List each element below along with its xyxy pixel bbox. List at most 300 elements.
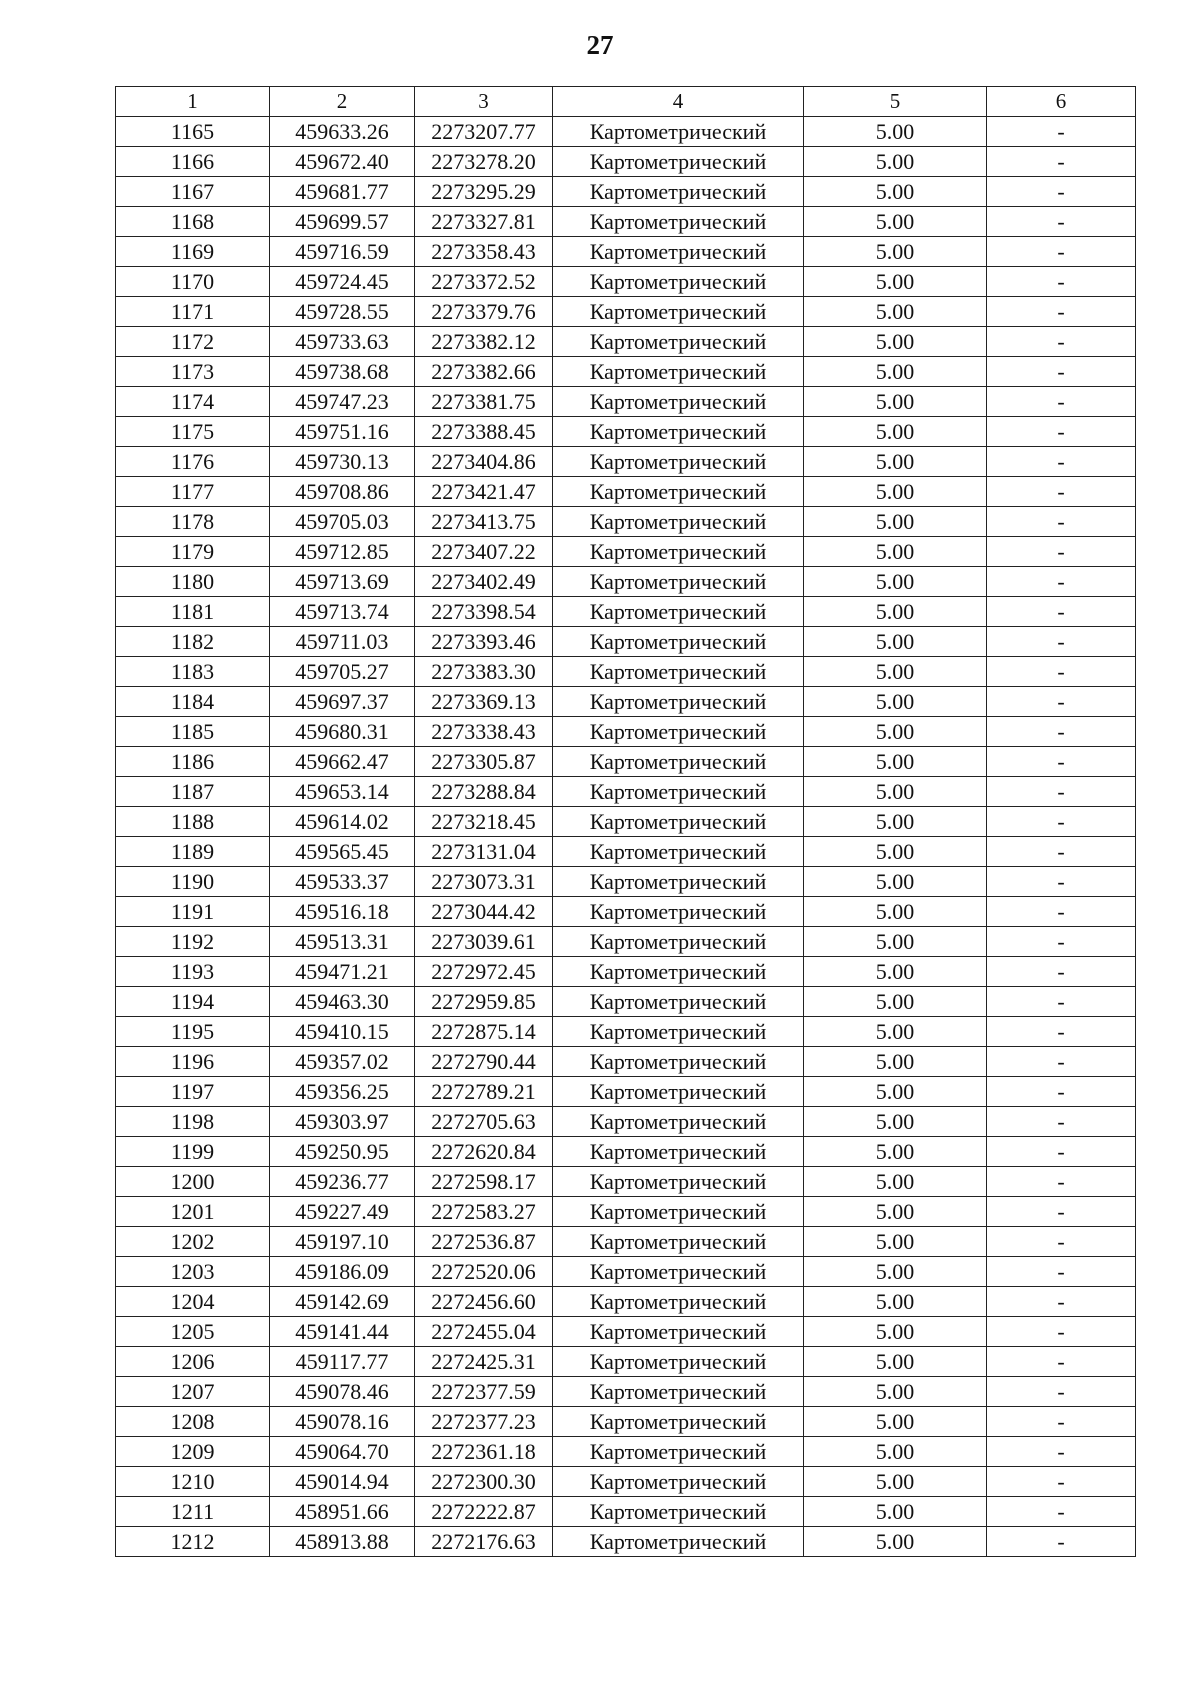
method-cell: Картометрический xyxy=(553,597,804,627)
table-row xyxy=(116,1107,1136,1137)
table-row xyxy=(116,507,1136,537)
accuracy-cell: 5.00 xyxy=(804,147,987,177)
description-cell: - xyxy=(987,267,1136,297)
y-coordinate-cell: 2273278.20 xyxy=(415,147,553,177)
table-row xyxy=(116,837,1136,867)
x-coordinate-cell: 459713.74 xyxy=(270,597,415,627)
table-body xyxy=(116,117,1136,1557)
x-coordinate-cell: 459653.14 xyxy=(270,777,415,807)
table-row xyxy=(116,597,1136,627)
x-coordinate-cell: 459681.77 xyxy=(270,177,415,207)
point-number-cell: 1208 xyxy=(116,1407,270,1437)
description-cell: - xyxy=(987,987,1136,1017)
description-cell: - xyxy=(987,657,1136,687)
description-cell: - xyxy=(987,837,1136,867)
table-row xyxy=(116,1407,1136,1437)
accuracy-cell: 5.00 xyxy=(804,177,987,207)
x-coordinate-cell: 459186.09 xyxy=(270,1257,415,1287)
x-coordinate-cell: 459738.68 xyxy=(270,357,415,387)
point-number-cell: 1185 xyxy=(116,717,270,747)
y-coordinate-cell: 2273404.86 xyxy=(415,447,553,477)
method-cell: Картометрический xyxy=(553,297,804,327)
x-coordinate-cell: 459713.69 xyxy=(270,567,415,597)
y-coordinate-cell: 2272959.85 xyxy=(415,987,553,1017)
accuracy-cell: 5.00 xyxy=(804,807,987,837)
table-row xyxy=(116,327,1136,357)
accuracy-cell: 5.00 xyxy=(804,867,987,897)
method-cell: Картометрический xyxy=(553,897,804,927)
method-cell: Картометрический xyxy=(553,1287,804,1317)
point-number-cell: 1165 xyxy=(116,117,270,147)
method-cell: Картометрический xyxy=(553,957,804,987)
point-number-cell: 1211 xyxy=(116,1497,270,1527)
y-coordinate-cell: 2273039.61 xyxy=(415,927,553,957)
method-cell: Картометрический xyxy=(553,477,804,507)
x-coordinate-cell: 459672.40 xyxy=(270,147,415,177)
description-cell: - xyxy=(987,327,1136,357)
description-cell: - xyxy=(987,747,1136,777)
description-cell: - xyxy=(987,1497,1136,1527)
accuracy-cell: 5.00 xyxy=(804,1167,987,1197)
table-row xyxy=(116,1377,1136,1407)
x-coordinate-cell: 459662.47 xyxy=(270,747,415,777)
description-cell: - xyxy=(987,507,1136,537)
method-cell: Картометрический xyxy=(553,627,804,657)
method-cell: Картометрический xyxy=(553,1077,804,1107)
point-number-cell: 1198 xyxy=(116,1107,270,1137)
x-coordinate-cell: 459250.95 xyxy=(270,1137,415,1167)
table-row xyxy=(116,177,1136,207)
table-row xyxy=(116,1437,1136,1467)
y-coordinate-cell: 2273305.87 xyxy=(415,747,553,777)
description-cell: - xyxy=(987,1317,1136,1347)
x-coordinate-cell: 458913.88 xyxy=(270,1527,415,1557)
method-cell: Картометрический xyxy=(553,177,804,207)
method-cell: Картометрический xyxy=(553,1107,804,1137)
point-number-cell: 1178 xyxy=(116,507,270,537)
y-coordinate-cell: 2272377.23 xyxy=(415,1407,553,1437)
y-coordinate-cell: 2273379.76 xyxy=(415,297,553,327)
description-cell: - xyxy=(987,117,1136,147)
point-number-cell: 1184 xyxy=(116,687,270,717)
column-header-5: 5 xyxy=(804,87,987,117)
table-row xyxy=(116,957,1136,987)
table-row xyxy=(116,1227,1136,1257)
description-cell: - xyxy=(987,597,1136,627)
x-coordinate-cell: 459533.37 xyxy=(270,867,415,897)
x-coordinate-cell: 459236.77 xyxy=(270,1167,415,1197)
point-number-cell: 1182 xyxy=(116,627,270,657)
y-coordinate-cell: 2272598.17 xyxy=(415,1167,553,1197)
point-number-cell: 1210 xyxy=(116,1467,270,1497)
x-coordinate-cell: 459751.16 xyxy=(270,417,415,447)
description-cell: - xyxy=(987,1017,1136,1047)
method-cell: Картометрический xyxy=(553,987,804,1017)
description-cell: - xyxy=(987,1287,1136,1317)
y-coordinate-cell: 2272620.84 xyxy=(415,1137,553,1167)
table-row xyxy=(116,1137,1136,1167)
table-row xyxy=(116,1257,1136,1287)
method-cell: Картометрический xyxy=(553,1377,804,1407)
description-cell: - xyxy=(987,1347,1136,1377)
y-coordinate-cell: 2272361.18 xyxy=(415,1437,553,1467)
x-coordinate-cell: 459705.27 xyxy=(270,657,415,687)
point-number-cell: 1194 xyxy=(116,987,270,1017)
description-cell: - xyxy=(987,1077,1136,1107)
table-row xyxy=(116,1167,1136,1197)
method-cell: Картометрический xyxy=(553,1467,804,1497)
accuracy-cell: 5.00 xyxy=(804,207,987,237)
accuracy-cell: 5.00 xyxy=(804,927,987,957)
x-coordinate-cell: 459513.31 xyxy=(270,927,415,957)
description-cell: - xyxy=(987,897,1136,927)
accuracy-cell: 5.00 xyxy=(804,1317,987,1347)
description-cell: - xyxy=(987,1227,1136,1257)
y-coordinate-cell: 2273218.45 xyxy=(415,807,553,837)
description-cell: - xyxy=(987,1407,1136,1437)
x-coordinate-cell: 459728.55 xyxy=(270,297,415,327)
accuracy-cell: 5.00 xyxy=(804,117,987,147)
accuracy-cell: 5.00 xyxy=(804,567,987,597)
y-coordinate-cell: 2272790.44 xyxy=(415,1047,553,1077)
x-coordinate-cell: 459712.85 xyxy=(270,537,415,567)
accuracy-cell: 5.00 xyxy=(804,657,987,687)
method-cell: Картометрический xyxy=(553,1407,804,1437)
table-row xyxy=(116,1017,1136,1047)
y-coordinate-cell: 2273338.43 xyxy=(415,717,553,747)
y-coordinate-cell: 2273372.52 xyxy=(415,267,553,297)
y-coordinate-cell: 2273421.47 xyxy=(415,477,553,507)
point-number-cell: 1202 xyxy=(116,1227,270,1257)
x-coordinate-cell: 459078.46 xyxy=(270,1377,415,1407)
y-coordinate-cell: 2273407.22 xyxy=(415,537,553,567)
accuracy-cell: 5.00 xyxy=(804,747,987,777)
method-cell: Картометрический xyxy=(553,1017,804,1047)
x-coordinate-cell: 459142.69 xyxy=(270,1287,415,1317)
description-cell: - xyxy=(987,867,1136,897)
x-coordinate-cell: 459463.30 xyxy=(270,987,415,1017)
point-number-cell: 1206 xyxy=(116,1347,270,1377)
y-coordinate-cell: 2273044.42 xyxy=(415,897,553,927)
point-number-cell: 1205 xyxy=(116,1317,270,1347)
description-cell: - xyxy=(987,627,1136,657)
x-coordinate-cell: 459705.03 xyxy=(270,507,415,537)
table-row xyxy=(116,117,1136,147)
accuracy-cell: 5.00 xyxy=(804,1257,987,1287)
table-row xyxy=(116,657,1136,687)
description-cell: - xyxy=(987,1197,1136,1227)
x-coordinate-cell: 459565.45 xyxy=(270,837,415,867)
method-cell: Картометрический xyxy=(553,1227,804,1257)
y-coordinate-cell: 2272425.31 xyxy=(415,1347,553,1377)
y-coordinate-cell: 2273369.13 xyxy=(415,687,553,717)
x-coordinate-cell: 458951.66 xyxy=(270,1497,415,1527)
method-cell: Картометрический xyxy=(553,327,804,357)
method-cell: Картометрический xyxy=(553,687,804,717)
point-number-cell: 1179 xyxy=(116,537,270,567)
table-row xyxy=(116,147,1136,177)
x-coordinate-cell: 459730.13 xyxy=(270,447,415,477)
method-cell: Картометрический xyxy=(553,1257,804,1287)
accuracy-cell: 5.00 xyxy=(804,447,987,477)
accuracy-cell: 5.00 xyxy=(804,1527,987,1557)
method-cell: Картометрический xyxy=(553,1197,804,1227)
description-cell: - xyxy=(987,957,1136,987)
description-cell: - xyxy=(987,687,1136,717)
accuracy-cell: 5.00 xyxy=(804,1077,987,1107)
y-coordinate-cell: 2273402.49 xyxy=(415,567,553,597)
table-row xyxy=(116,807,1136,837)
x-coordinate-cell: 459117.77 xyxy=(270,1347,415,1377)
x-coordinate-cell: 459697.37 xyxy=(270,687,415,717)
table-header-row xyxy=(116,87,1136,117)
y-coordinate-cell: 2272176.63 xyxy=(415,1527,553,1557)
x-coordinate-cell: 459747.23 xyxy=(270,387,415,417)
accuracy-cell: 5.00 xyxy=(804,1437,987,1467)
table-row xyxy=(116,897,1136,927)
table-row xyxy=(116,477,1136,507)
point-number-cell: 1192 xyxy=(116,927,270,957)
description-cell: - xyxy=(987,1437,1136,1467)
accuracy-cell: 5.00 xyxy=(804,1287,987,1317)
description-cell: - xyxy=(987,567,1136,597)
table-row xyxy=(116,1527,1136,1557)
y-coordinate-cell: 2273207.77 xyxy=(415,117,553,147)
point-number-cell: 1189 xyxy=(116,837,270,867)
point-number-cell: 1193 xyxy=(116,957,270,987)
method-cell: Картометрический xyxy=(553,927,804,957)
table-row xyxy=(116,1287,1136,1317)
table-row xyxy=(116,1197,1136,1227)
x-coordinate-cell: 459356.25 xyxy=(270,1077,415,1107)
method-cell: Картометрический xyxy=(553,267,804,297)
method-cell: Картометрический xyxy=(553,837,804,867)
method-cell: Картометрический xyxy=(553,777,804,807)
accuracy-cell: 5.00 xyxy=(804,1347,987,1377)
accuracy-cell: 5.00 xyxy=(804,387,987,417)
y-coordinate-cell: 2273358.43 xyxy=(415,237,553,267)
table-row xyxy=(116,207,1136,237)
y-coordinate-cell: 2273288.84 xyxy=(415,777,553,807)
point-number-cell: 1190 xyxy=(116,867,270,897)
y-coordinate-cell: 2272222.87 xyxy=(415,1497,553,1527)
method-cell: Картометрический xyxy=(553,1167,804,1197)
description-cell: - xyxy=(987,297,1136,327)
point-number-cell: 1186 xyxy=(116,747,270,777)
accuracy-cell: 5.00 xyxy=(804,597,987,627)
method-cell: Картометрический xyxy=(553,567,804,597)
column-header-6: 6 xyxy=(987,87,1136,117)
y-coordinate-cell: 2273383.30 xyxy=(415,657,553,687)
method-cell: Картометрический xyxy=(553,1137,804,1167)
y-coordinate-cell: 2272300.30 xyxy=(415,1467,553,1497)
accuracy-cell: 5.00 xyxy=(804,777,987,807)
description-cell: - xyxy=(987,357,1136,387)
y-coordinate-cell: 2272520.06 xyxy=(415,1257,553,1287)
point-number-cell: 1212 xyxy=(116,1527,270,1557)
table-row xyxy=(116,987,1136,1017)
y-coordinate-cell: 2272875.14 xyxy=(415,1017,553,1047)
x-coordinate-cell: 459197.10 xyxy=(270,1227,415,1257)
x-coordinate-cell: 459227.49 xyxy=(270,1197,415,1227)
point-number-cell: 1183 xyxy=(116,657,270,687)
point-number-cell: 1195 xyxy=(116,1017,270,1047)
coordinates-table xyxy=(115,86,1136,1557)
description-cell: - xyxy=(987,717,1136,747)
accuracy-cell: 5.00 xyxy=(804,897,987,927)
accuracy-cell: 5.00 xyxy=(804,1407,987,1437)
point-number-cell: 1168 xyxy=(116,207,270,237)
accuracy-cell: 5.00 xyxy=(804,987,987,1017)
x-coordinate-cell: 459471.21 xyxy=(270,957,415,987)
point-number-cell: 1200 xyxy=(116,1167,270,1197)
x-coordinate-cell: 459410.15 xyxy=(270,1017,415,1047)
y-coordinate-cell: 2272972.45 xyxy=(415,957,553,987)
method-cell: Картометрический xyxy=(553,207,804,237)
accuracy-cell: 5.00 xyxy=(804,957,987,987)
method-cell: Картометрический xyxy=(553,1437,804,1467)
point-number-cell: 1188 xyxy=(116,807,270,837)
column-header-4: 4 xyxy=(553,87,804,117)
point-number-cell: 1170 xyxy=(116,267,270,297)
description-cell: - xyxy=(987,1467,1136,1497)
accuracy-cell: 5.00 xyxy=(804,1137,987,1167)
y-coordinate-cell: 2273381.75 xyxy=(415,387,553,417)
y-coordinate-cell: 2272705.63 xyxy=(415,1107,553,1137)
y-coordinate-cell: 2272536.87 xyxy=(415,1227,553,1257)
x-coordinate-cell: 459357.02 xyxy=(270,1047,415,1077)
accuracy-cell: 5.00 xyxy=(804,507,987,537)
accuracy-cell: 5.00 xyxy=(804,1497,987,1527)
method-cell: Картометрический xyxy=(553,717,804,747)
point-number-cell: 1173 xyxy=(116,357,270,387)
point-number-cell: 1191 xyxy=(116,897,270,927)
x-coordinate-cell: 459716.59 xyxy=(270,237,415,267)
method-cell: Картометрический xyxy=(553,357,804,387)
point-number-cell: 1171 xyxy=(116,297,270,327)
point-number-cell: 1199 xyxy=(116,1137,270,1167)
point-number-cell: 1181 xyxy=(116,597,270,627)
column-header-3: 3 xyxy=(415,87,553,117)
method-cell: Картометрический xyxy=(553,747,804,777)
table-row xyxy=(116,297,1136,327)
table-row xyxy=(116,537,1136,567)
x-coordinate-cell: 459680.31 xyxy=(270,717,415,747)
x-coordinate-cell: 459064.70 xyxy=(270,1437,415,1467)
y-coordinate-cell: 2273382.12 xyxy=(415,327,553,357)
method-cell: Картометрический xyxy=(553,507,804,537)
point-number-cell: 1203 xyxy=(116,1257,270,1287)
point-number-cell: 1177 xyxy=(116,477,270,507)
description-cell: - xyxy=(987,1167,1136,1197)
y-coordinate-cell: 2273393.46 xyxy=(415,627,553,657)
table-row xyxy=(116,357,1136,387)
method-cell: Картометрический xyxy=(553,1317,804,1347)
description-cell: - xyxy=(987,207,1136,237)
x-coordinate-cell: 459711.03 xyxy=(270,627,415,657)
description-cell: - xyxy=(987,387,1136,417)
point-number-cell: 1209 xyxy=(116,1437,270,1467)
y-coordinate-cell: 2273073.31 xyxy=(415,867,553,897)
table-row xyxy=(116,867,1136,897)
method-cell: Картометрический xyxy=(553,867,804,897)
description-cell: - xyxy=(987,147,1136,177)
description-cell: - xyxy=(987,1527,1136,1557)
description-cell: - xyxy=(987,177,1136,207)
description-cell: - xyxy=(987,537,1136,567)
method-cell: Картометрический xyxy=(553,237,804,267)
table-row xyxy=(116,387,1136,417)
table-row xyxy=(116,717,1136,747)
description-cell: - xyxy=(987,1047,1136,1077)
description-cell: - xyxy=(987,447,1136,477)
accuracy-cell: 5.00 xyxy=(804,267,987,297)
table-row xyxy=(116,777,1136,807)
accuracy-cell: 5.00 xyxy=(804,1377,987,1407)
point-number-cell: 1207 xyxy=(116,1377,270,1407)
table-row xyxy=(116,267,1136,297)
y-coordinate-cell: 2273398.54 xyxy=(415,597,553,627)
accuracy-cell: 5.00 xyxy=(804,687,987,717)
accuracy-cell: 5.00 xyxy=(804,1047,987,1077)
x-coordinate-cell: 459699.57 xyxy=(270,207,415,237)
description-cell: - xyxy=(987,477,1136,507)
x-coordinate-cell: 459614.02 xyxy=(270,807,415,837)
table-row xyxy=(116,687,1136,717)
point-number-cell: 1167 xyxy=(116,177,270,207)
description-cell: - xyxy=(987,1137,1136,1167)
y-coordinate-cell: 2272583.27 xyxy=(415,1197,553,1227)
x-coordinate-cell: 459516.18 xyxy=(270,897,415,927)
x-coordinate-cell: 459633.26 xyxy=(270,117,415,147)
description-cell: - xyxy=(987,777,1136,807)
accuracy-cell: 5.00 xyxy=(804,297,987,327)
description-cell: - xyxy=(987,1377,1136,1407)
y-coordinate-cell: 2273388.45 xyxy=(415,417,553,447)
point-number-cell: 1172 xyxy=(116,327,270,357)
y-coordinate-cell: 2273327.81 xyxy=(415,207,553,237)
point-number-cell: 1196 xyxy=(116,1047,270,1077)
table-row xyxy=(116,567,1136,597)
method-cell: Картометрический xyxy=(553,417,804,447)
accuracy-cell: 5.00 xyxy=(804,627,987,657)
column-header-2: 2 xyxy=(270,87,415,117)
method-cell: Картометрический xyxy=(553,807,804,837)
point-number-cell: 1187 xyxy=(116,777,270,807)
y-coordinate-cell: 2272456.60 xyxy=(415,1287,553,1317)
x-coordinate-cell: 459708.86 xyxy=(270,477,415,507)
description-cell: - xyxy=(987,237,1136,267)
accuracy-cell: 5.00 xyxy=(804,1017,987,1047)
x-coordinate-cell: 459724.45 xyxy=(270,267,415,297)
point-number-cell: 1197 xyxy=(116,1077,270,1107)
method-cell: Картометрический xyxy=(553,1047,804,1077)
y-coordinate-cell: 2272455.04 xyxy=(415,1317,553,1347)
table-row xyxy=(116,1077,1136,1107)
accuracy-cell: 5.00 xyxy=(804,537,987,567)
point-number-cell: 1166 xyxy=(116,147,270,177)
y-coordinate-cell: 2272377.59 xyxy=(415,1377,553,1407)
description-cell: - xyxy=(987,807,1136,837)
y-coordinate-cell: 2273131.04 xyxy=(415,837,553,867)
point-number-cell: 1201 xyxy=(116,1197,270,1227)
method-cell: Картометрический xyxy=(553,537,804,567)
point-number-cell: 1175 xyxy=(116,417,270,447)
method-cell: Картометрический xyxy=(553,657,804,687)
table-row xyxy=(116,237,1136,267)
method-cell: Картометрический xyxy=(553,1497,804,1527)
accuracy-cell: 5.00 xyxy=(804,1197,987,1227)
